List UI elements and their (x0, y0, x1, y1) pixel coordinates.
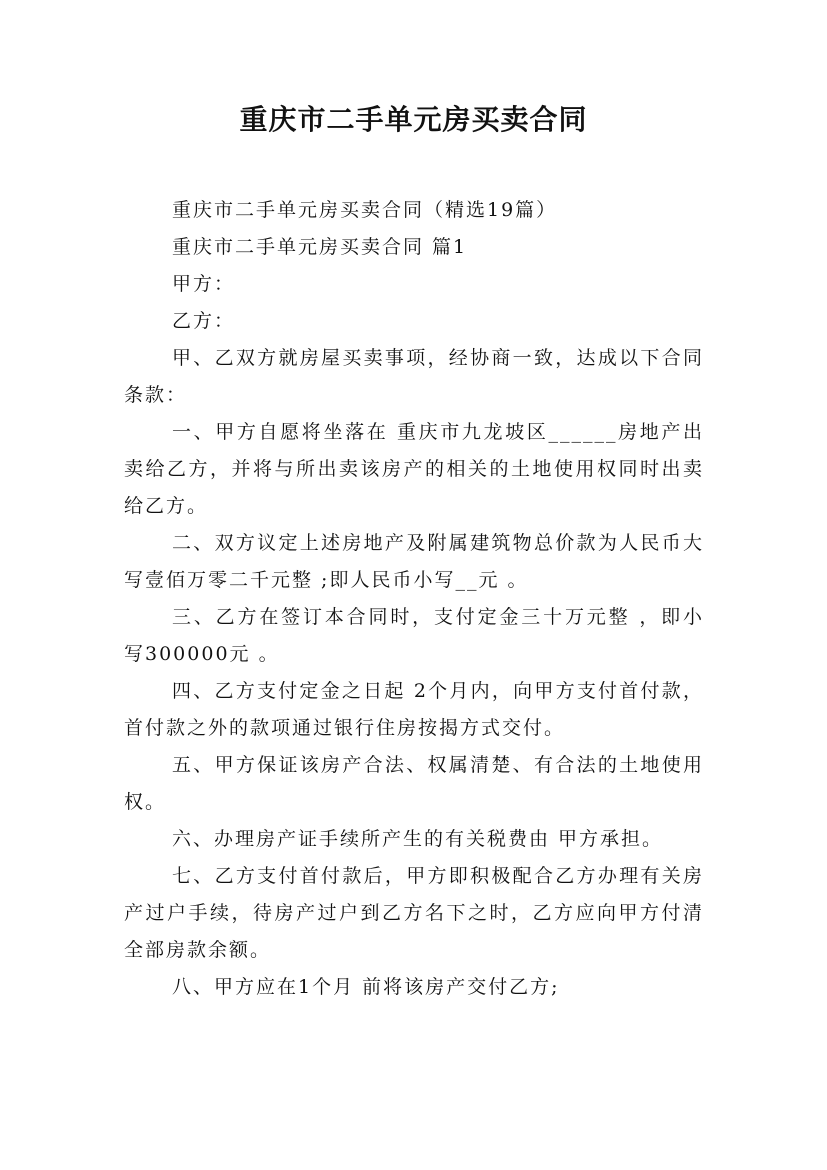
paragraph-party-b: 乙方： (172, 310, 236, 332)
document-body (124, 192, 704, 1006)
paragraph-clause-8: 八、甲方应在1个月 前将该房产交付乙方; (172, 976, 560, 998)
paragraph-section-heading: 重庆市二手单元房买卖合同 篇1 (172, 236, 468, 258)
paragraph-clause-3: 三、乙方在签订本合同时，支付定金三十万元整 ，即小写300000元 。 (124, 606, 704, 665)
paragraph-party-a: 甲方： (172, 273, 236, 295)
paragraph-clause-1: 一、甲方自愿将坐落在 重庆市九龙坡区______房地产出卖给乙方，并将与所出卖该房产的相关的土地使用权同时出卖给乙方。 (124, 421, 704, 517)
paragraph-clause-7: 七、乙方支付首付款后，甲方即积极配合乙方办理有关房产过户手续，待房产过户到乙方名下之时，乙方应向甲方付清全部房款余额。 (124, 865, 704, 961)
paragraph-clause-5: 五、甲方保证该房产合法、权属清楚、有合法的土地使用权。 (124, 754, 704, 813)
paragraph-clause-6: 六、办理房产证手续所产生的有关税费由 甲方承担。 (172, 828, 664, 850)
paragraph-clause-4: 四、乙方支付定金之日起 2个月内，向甲方支付首付款，首付款之外的款项通过银行住房按揭方式交付。 (124, 680, 704, 739)
document-title: 重庆市二手单元房买卖合同 (239, 103, 588, 136)
paragraph-clause-2: 二、双方议定上述房地产及附属建筑物总价款为人民币大写壹佰万零二千元整 ;即人民币小写__元 。 (124, 532, 704, 591)
paragraph-preamble: 甲、乙双方就房屋买卖事项，经协商一致，达成以下合同条款： (124, 347, 704, 406)
paragraph-subtitle: 重庆市二手单元房买卖合同（精选19篇） (172, 199, 558, 221)
